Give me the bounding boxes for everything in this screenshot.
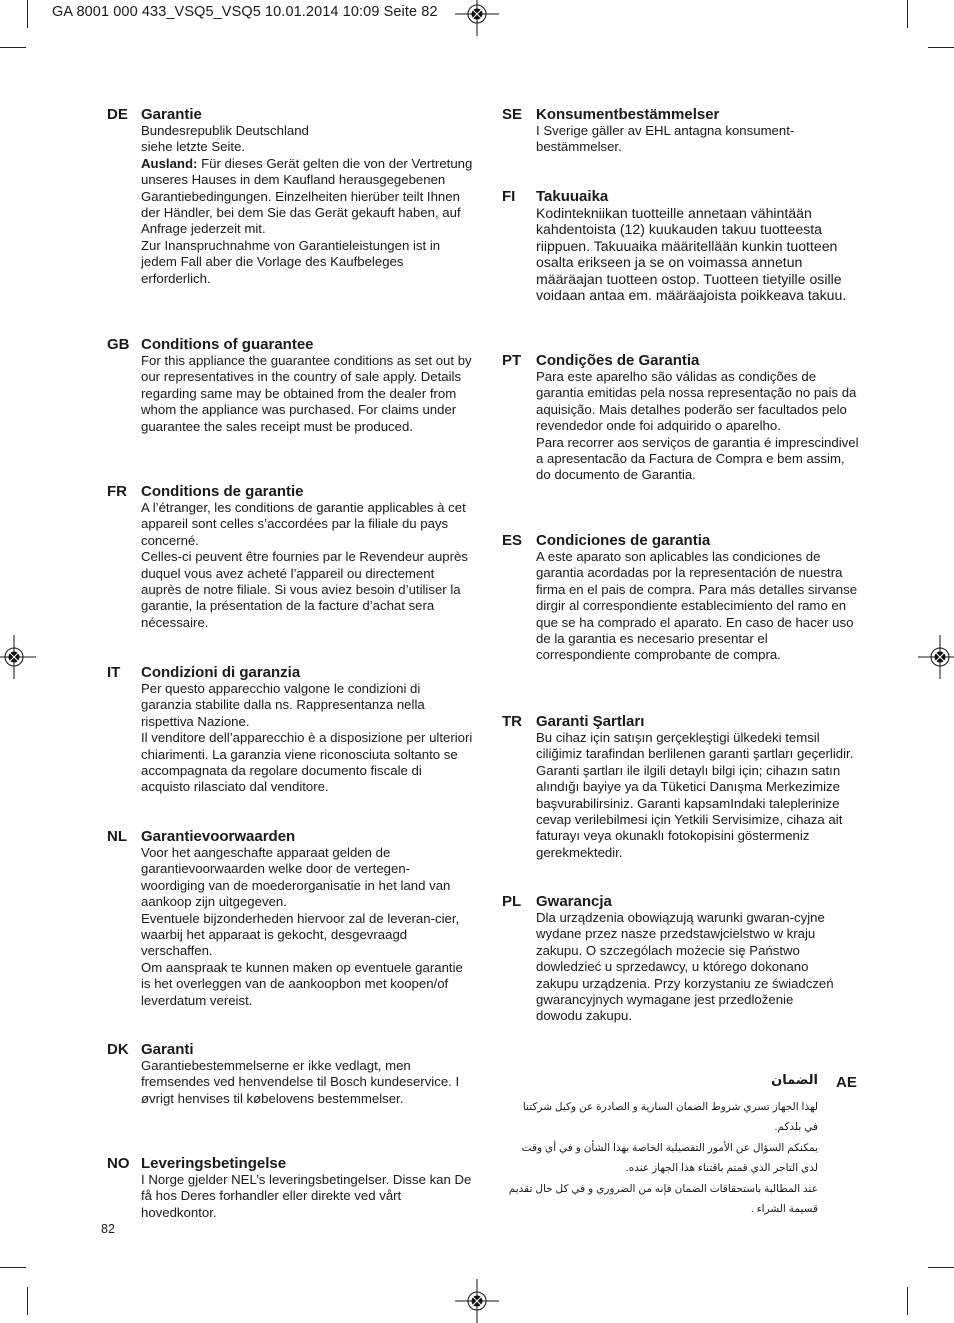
paragraph-text: Für dieses Gerät gelten die von der Vertretung unseres Hauses in dem Kaufland herausgegebenen Garantiebedingungen. Einzelheiten hierüber teilt Ihnen der Händler, bei dem Sie das Gerät gekauft haben, auf Anfrage jederzeit mit. — [141, 155, 473, 237]
section-body — [141, 1058, 473, 1107]
section-ae-body — [508, 1097, 818, 1219]
section-body — [141, 1172, 473, 1221]
paragraph: Voor het aangeschafte apparaat gelden de garantievoorwaarden welke door de vertegen-woordiging van de moederorganisatie in het land van aankoop zijn uitgegeven. — [141, 845, 451, 910]
section-code: IT — [107, 664, 121, 681]
paragraph: Para recorrer aos serviços de garantia é imprescindivel a apresentacão da Factura de Compra e bem assim, do documento de Garantia. — [536, 434, 859, 483]
paragraph: Zur Inanspruchnahme von Garantieleistungen ist in jedem Fall aber die Vorlage des Kaufbeleges erforderlich. — [141, 237, 441, 286]
crop-mark-bottom-left-h — [0, 1267, 26, 1268]
paragraph: Bundesrepublik Deutschland — [141, 123, 309, 138]
paragraph — [141, 156, 473, 238]
paragraph: I Norge gjelder NEL’s leveringsbetingelser. Disse kan De få hos Deres forhandler eller direkte ved vårt hovedkontor. — [141, 1172, 472, 1220]
section-body — [536, 730, 861, 861]
section-code: ES — [502, 532, 523, 549]
print-header: GA 8001 000 433_VSQ5_VSQ5 10.01.2014 10:09 Seite 82 — [52, 4, 438, 20]
section-title: Condições de Garantia — [536, 352, 700, 369]
section-code: FI — [502, 188, 516, 205]
crop-mark-bottom-left-v — [27, 1287, 28, 1315]
paragraph: Kodintekniikan tuotteille annetaan vähintään kahdentoista (12) kuukauden takuu tuotteesta riippuen. Takuuaika määritellään kunkin tuotteen osalta erikseen ja se on voimassa annetun määräajan tuotteen ostop. Tuotteen tietyille osille voidaan antaa em. määräajoista poikkeava takuu. — [536, 205, 847, 304]
section-body — [141, 681, 473, 796]
paragraph: عند المطالبة باستحقاقات الضمان فإنه من الضروري و في كل حال تقديم قسيمة الشراء . — [508, 1182, 818, 1216]
paragraph: يمكنكم السؤال عن الأمور التفصيلية الخاصة بهذا الشأن و في أي وقت لدى التاجر الذي قمتم باقتناء هذا الجهاز عنده. — [521, 1141, 818, 1175]
crop-mark-top-right-h — [928, 47, 954, 48]
section-ae-title: الضمان — [771, 1072, 818, 1087]
paragraph: Para este aparelho são válidas as condições de garantia emitidas pela nossa representação no pais da aquisição. Mais detalhes poderão ser facultados pelo revendedor onde foi adquirido o aparelho. — [536, 369, 857, 434]
section-body — [141, 845, 473, 1009]
section-body — [536, 549, 861, 664]
label-ausland: Ausland: — [141, 155, 198, 171]
section-body — [141, 500, 473, 631]
paragraph: Om aanspraak te kunnen maken op eventuele garantie is het overleggen van de aankoopbon met koopen/of leverdatum vereist. — [141, 959, 463, 1008]
section-title: Garantievoorwaarden — [141, 828, 296, 845]
crop-mark-bottom-right-v — [907, 1287, 908, 1315]
paragraph: For this appliance the guarantee conditions as set out by our representatives in the country of sale apply. Details regarding same may be obtained from the dealer from whom the appliance was purchased. For claims under guarantee the sales receipt must be produced. — [141, 353, 472, 434]
registration-mark-top — [455, 0, 499, 36]
paragraph: Eventuele bijzonderheden hiervoor zal de leveran-cier, waarbij het apparaat is gekocht, desgevraagd verschaffen. — [141, 910, 460, 959]
registration-mark-right — [918, 635, 954, 679]
paragraph: Garantiebestemmelserne er ikke vedlagt, men fremsendes ved henvendelse til Bosch kundeservice. I øvrigt henvises til købelovens bestemmelser. — [141, 1058, 460, 1106]
section-title: Garanti — [141, 1041, 194, 1058]
paragraph: Celles-ci peuvent être fournies par le Revendeur auprès duquel vous avez acheté l’appareil ou directement auprès de notre filiale. Si vous aviez besoin d’utiliser la garantie, la présentation de la facture d’achat sera nécessaire. — [141, 549, 468, 630]
crop-mark-top-right-v — [907, 0, 908, 28]
section-body — [141, 123, 473, 287]
paragraph: لهذا الجهاز تسري شروط الضمان السارية و الصادرة عن وكيل شركتنا في بلدكم. — [522, 1101, 818, 1134]
paragraph: A este aparato son aplicables las condiciones de garantia acordadas por la representación de nuestra firma en el pais de compra. Para más detalles sirvanse dirgir al correspondiente establecimiento del ramo en que se ha comprado el aparato. En caso de hacer uso de la garantia es necesario presentar el correspondiente comprobante de compra. — [536, 549, 858, 663]
section-body — [536, 205, 856, 303]
section-code: NO — [107, 1155, 130, 1172]
section-body — [536, 369, 861, 484]
paragraph: Bu cihaz için satışın gerçekleştigi ülkedeki temsil ciliğimiz tarafindan berlilenen garanti şartları geçerlidir. Garanti şartları ile ilgili detaylı bilgi için; cihazın satın alındığı bayiye ya da Tüketici Danışma Merkezimize başvurabilirsiniz. Garanti kapsamIndaki taleplerinize cevap verilebilmesi için Yetkili Servisimize, cihaza ait faturayı veya okunaklı fotokopisini göstermeniz gerekmektedir. — [536, 730, 854, 860]
section-code: TR — [502, 713, 522, 730]
section-code: DE — [107, 106, 128, 123]
section-code: DK — [107, 1041, 129, 1058]
paragraph: Dla urządzenia obowiązują warunki gwaran-cyjne wydane przez nasze przedstawjcielstwo w kraju zakupu. O szczególach możecie się Państwo dowledzieć u sprzedawcy, u którego dokonano zakupu urządzenia. Przy korzystaniu ze świadczeń gwarancyjnych wymagane jest przedloženie dowodu zakupu. — [536, 910, 834, 1024]
section-code: PL — [502, 893, 522, 910]
crop-mark-top-left-h — [0, 47, 26, 48]
registration-mark-left — [0, 635, 36, 679]
section-title: Conditions de garantie — [141, 483, 304, 500]
crop-mark-bottom-right-h — [928, 1267, 954, 1268]
section-title: Leveringsbetingelse — [141, 1155, 287, 1172]
page-number: 82 — [101, 1222, 115, 1236]
section-body — [536, 123, 836, 156]
paragraph: Per questo apparecchio valgone le condizioni di garanzia stabilite dalla ns. Rappresentanza nella rispettiva Nazione. — [141, 681, 425, 729]
section-title: Garanti Şartları — [536, 713, 645, 730]
section-code: NL — [107, 828, 127, 845]
section-title: Takuuaika — [536, 188, 609, 205]
section-title: Conditions of guarantee — [141, 336, 314, 353]
section-ae-code: AE — [836, 1074, 857, 1091]
paragraph: siehe letzte Seite. — [141, 139, 246, 155]
section-title: Konsumentbestämmelser — [536, 106, 720, 123]
crop-mark-top-left-v — [27, 0, 28, 28]
section-title: Garantie — [141, 106, 202, 123]
paragraph: A l’étranger, les conditions de garantie applicables à cet appareil sont celles s’accordées par la filiale du pays concerné. — [141, 500, 466, 548]
section-title: Gwarancja — [536, 893, 612, 910]
section-code: SE — [502, 106, 523, 123]
section-body — [141, 353, 473, 435]
section-title: Condiciones de garantia — [536, 532, 711, 549]
section-title: Condizioni di garanzia — [141, 664, 301, 681]
section-body — [536, 910, 836, 1025]
paragraph: I Sverige gäller av EHL antagna konsument-bestämmelser. — [536, 123, 795, 155]
section-code: PT — [502, 352, 522, 369]
section-code: GB — [107, 336, 130, 353]
registration-mark-bottom — [455, 1279, 499, 1323]
paragraph: Il venditore dell’apparecchio è a disposizione per ulteriori chiarimenti. La garanzia viene riconosciuta soltanto se accompagnata da regolare documento fiscale di acquisto rilasciato dal venditore. — [141, 730, 473, 795]
section-code: FR — [107, 483, 127, 500]
